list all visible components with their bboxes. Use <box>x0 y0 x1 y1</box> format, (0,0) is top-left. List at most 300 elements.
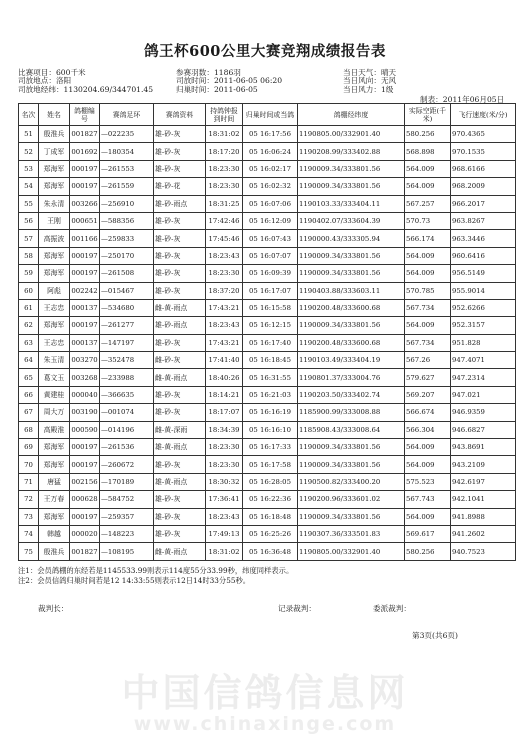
meta-item: 司放地经纬：1130204.69/344701.45 <box>18 84 154 94</box>
cell-speed: 941.8988 <box>451 508 516 525</box>
cell-coordinates: 1190208.99/333402.88 <box>298 143 405 160</box>
table-row <box>19 369 516 386</box>
cell-distance: 568.898 <box>405 143 451 160</box>
cell-rank: 67 <box>19 404 39 421</box>
cell-pigeon-info: 雄-砂-灰 <box>154 508 206 525</box>
meta-item: 司放地点：洛阳 <box>18 76 72 86</box>
cell-rank: 71 <box>19 473 39 490</box>
cell-clock-time: 18:17:07 <box>206 404 243 421</box>
cell-distance: 564.009 <box>405 265 451 282</box>
cell-ring: —352478 <box>100 352 154 369</box>
cell-rank: 64 <box>19 352 39 369</box>
header-name: 姓名 <box>39 104 70 126</box>
cell-pigeon-info: 雄-砂-灰 <box>154 334 206 351</box>
cell-arrival-time: 05 16:12:09 <box>243 212 298 229</box>
signature-chief-judge: 裁判长： <box>38 604 69 613</box>
cell-speed: 963.8267 <box>451 212 516 229</box>
cell-name: 郑海军 <box>39 456 70 473</box>
cell-ring: —261508 <box>100 265 154 282</box>
cell-rank: 55 <box>19 195 39 212</box>
cell-arrival-time: 05 16:17:58 <box>243 456 298 473</box>
cell-coordinates: 1190203.50/333402.74 <box>298 386 405 403</box>
cell-distance: 567.26 <box>405 352 451 369</box>
cell-rank: 65 <box>19 369 39 386</box>
cell-speed: 942.1041 <box>451 491 516 508</box>
cell-coordinates: 1190805.00/332901.40 <box>298 126 405 143</box>
cell-speed: 947.021 <box>451 386 516 403</box>
cell-coordinates: 1190402.07/333604.39 <box>298 212 405 229</box>
cell-loft-id: 003270 <box>70 352 100 369</box>
cell-pigeon-info: 雄-砂-灰 <box>154 230 206 247</box>
cell-clock-time: 18:40:26 <box>206 369 243 386</box>
cell-arrival-time: 05 16:09:39 <box>243 265 298 282</box>
cell-coordinates: 1190000.43/333305.94 <box>298 230 405 247</box>
cell-coordinates: 1190200.96/333601.02 <box>298 491 405 508</box>
cell-clock-time: 18:23:30 <box>206 160 243 177</box>
cell-ring: —259833 <box>100 230 154 247</box>
cell-ring: —261277 <box>100 317 154 334</box>
cell-pigeon-info: 雄-黄-雨点 <box>154 473 206 490</box>
cell-loft-id: 002242 <box>70 282 100 299</box>
cell-speed: 952.6266 <box>451 299 516 316</box>
cell-loft-id: 000651 <box>70 212 100 229</box>
cell-name: 高殿淮 <box>39 421 70 438</box>
cell-name: 王刚 <box>39 212 70 229</box>
cell-rank: 69 <box>19 439 39 456</box>
cell-arrival-time: 05 16:36:48 <box>243 543 298 560</box>
cell-pigeon-info: 雄-砂-灰 <box>154 491 206 508</box>
cell-speed: 943.2109 <box>451 456 516 473</box>
cell-clock-time: 18:23:43 <box>206 317 243 334</box>
table-row <box>19 439 516 456</box>
made-date: 制表：2011年06月05日 <box>420 95 505 104</box>
table-header-row <box>19 104 516 126</box>
cell-rank: 73 <box>19 508 39 525</box>
cell-ring: —147197 <box>100 334 154 351</box>
cell-name: 殷淮兵 <box>39 543 70 560</box>
cell-clock-time: 18:14:21 <box>206 386 243 403</box>
cell-clock-time: 17:49:13 <box>206 525 243 542</box>
cell-ring: —108195 <box>100 543 154 560</box>
table-row <box>19 299 516 316</box>
cell-loft-id: 000197 <box>70 508 100 525</box>
cell-name: 朱永清 <box>39 195 70 212</box>
cell-ring: —148223 <box>100 525 154 542</box>
cell-arrival-time: 05 16:28:05 <box>243 473 298 490</box>
header-loft-id: 鸽棚编号 <box>70 104 100 126</box>
cell-pigeon-info: 雌-黄-雨点 <box>154 299 206 316</box>
meta-item: 司放时间：2011-06-05 06:20 <box>176 76 283 86</box>
cell-arrival-time: 05 16:18:45 <box>243 352 298 369</box>
meta-item: 参赛羽数：1186羽 <box>176 68 241 77</box>
cell-pigeon-info: 雄-砂-雨点 <box>154 317 206 334</box>
cell-loft-id: 000628 <box>70 491 100 508</box>
cell-loft-id: 000137 <box>70 299 100 316</box>
cell-distance: 580.256 <box>405 543 451 560</box>
cell-speed: 946.9359 <box>451 404 516 421</box>
cell-arrival-time: 05 16:15:58 <box>243 299 298 316</box>
cell-speed: 942.6197 <box>451 473 516 490</box>
cell-ring: —584752 <box>100 491 154 508</box>
cell-clock-time: 18:37:20 <box>206 282 243 299</box>
cell-name: 朱玉清 <box>39 352 70 369</box>
cell-ring: —015467 <box>100 282 154 299</box>
watermark-site-url: www.chinaxinge.com <box>133 713 397 735</box>
cell-name: 郑海军 <box>39 247 70 264</box>
cell-ring: —001074 <box>100 404 154 421</box>
footnote: 注1：会员鸽棚的东经若是1145533.99则表示114度55分33.99秒，纬度同样表示。 <box>18 566 294 575</box>
cell-coordinates: 1190200.48/333600.68 <box>298 299 405 316</box>
cell-pigeon-info: 雌-黄-雨点 <box>154 543 206 560</box>
table-row <box>19 247 516 264</box>
header-arrival-time: 归巢时间或当鸽 <box>243 104 298 126</box>
cell-loft-id: 003190 <box>70 404 100 421</box>
cell-loft-id: 000197 <box>70 456 100 473</box>
cell-speed: 940.7523 <box>451 543 516 560</box>
cell-coordinates: 1190200.48/333600.68 <box>298 334 405 351</box>
cell-distance: 564.009 <box>405 247 451 264</box>
signature-delegate-judge: 委派裁判： <box>373 604 411 613</box>
cell-pigeon-info: 雄-砂-灰 <box>154 265 206 282</box>
cell-pigeon-info: 雄-砂-灰 <box>154 247 206 264</box>
meta-item: 当日风力：1级 <box>343 84 394 94</box>
cell-distance: 580.256 <box>405 126 451 143</box>
cell-loft-id: 000040 <box>70 386 100 403</box>
cell-loft-id: 002156 <box>70 473 100 490</box>
table-row <box>19 491 516 508</box>
cell-distance: 564.009 <box>405 439 451 456</box>
cell-name: 王万春 <box>39 491 70 508</box>
cell-clock-time: 17:45:46 <box>206 230 243 247</box>
report-title: 鸽王杯600公里大赛竞翔成绩报告表 <box>144 43 386 60</box>
watermark-site-name: 中国信鸽信息网 <box>121 671 409 715</box>
cell-name: 郑海军 <box>39 317 70 334</box>
cell-ring: —022235 <box>100 126 154 143</box>
cell-pigeon-info: 雄-砂-灰 <box>154 404 206 421</box>
cell-coordinates: 1190403.88/333603.11 <box>298 282 405 299</box>
cell-name: 殷淮兵 <box>39 126 70 143</box>
cell-name: 郑海军 <box>39 508 70 525</box>
cell-ring: —256910 <box>100 195 154 212</box>
cell-pigeon-info: 雄-砂-花 <box>154 178 206 195</box>
cell-pigeon-info: 雌-黄-深雨 <box>154 421 206 438</box>
cell-speed: 970.4365 <box>451 126 516 143</box>
cell-arrival-time: 05 16:21:03 <box>243 386 298 403</box>
table-row <box>19 421 516 438</box>
cell-name: 郑海军 <box>39 178 70 195</box>
cell-distance: 564.009 <box>405 317 451 334</box>
cell-ring: —014196 <box>100 421 154 438</box>
cell-distance: 564.009 <box>405 160 451 177</box>
cell-rank: 74 <box>19 525 39 542</box>
cell-speed: 968.6166 <box>451 160 516 177</box>
cell-ring: —261559 <box>100 178 154 195</box>
footnote: 注2：会员信鸽归巢时间若是12 14:33:55则表示12日14时33分55秒。 <box>18 575 251 585</box>
results-table <box>18 103 516 561</box>
cell-loft-id: 000197 <box>70 439 100 456</box>
cell-speed: 947.4071 <box>451 352 516 369</box>
cell-coordinates: 1190009.34/333801.56 <box>298 508 405 525</box>
header-ring: 赛鸽足环 <box>100 104 154 126</box>
cell-arrival-time: 05 16:17:56 <box>243 126 298 143</box>
cell-name: 郑海军 <box>39 265 70 282</box>
table-row <box>19 265 516 282</box>
results-body <box>19 126 516 561</box>
cell-arrival-time: 05 16:31:55 <box>243 369 298 386</box>
cell-clock-time: 18:23:43 <box>206 247 243 264</box>
cell-pigeon-info: 雄-砂-灰 <box>154 212 206 229</box>
cell-loft-id: 001692 <box>70 143 100 160</box>
table-row <box>19 212 516 229</box>
cell-rank: 66 <box>19 386 39 403</box>
table-row <box>19 508 516 525</box>
cell-name: 韩越 <box>39 525 70 542</box>
header-rank: 名次 <box>19 104 39 126</box>
cell-clock-time: 18:30:32 <box>206 473 243 490</box>
cell-ring: —233988 <box>100 369 154 386</box>
cell-name: 高振波 <box>39 230 70 247</box>
cell-loft-id: 000197 <box>70 265 100 282</box>
cell-speed: 970.1535 <box>451 143 516 160</box>
cell-clock-time: 18:17:20 <box>206 143 243 160</box>
cell-name: 丁成军 <box>39 143 70 160</box>
cell-speed: 963.3446 <box>451 230 516 247</box>
cell-speed: 968.2009 <box>451 178 516 195</box>
cell-distance: 564.009 <box>405 456 451 473</box>
table-row <box>19 178 516 195</box>
cell-speed: 955.9014 <box>451 282 516 299</box>
cell-clock-time: 17:41:40 <box>206 352 243 369</box>
cell-arrival-time: 05 16:02:17 <box>243 160 298 177</box>
cell-loft-id: 001166 <box>70 230 100 247</box>
cell-speed: 941.2602 <box>451 525 516 542</box>
table-row <box>19 543 516 560</box>
cell-loft-id: 003266 <box>70 195 100 212</box>
cell-arrival-time: 05 16:25:26 <box>243 525 298 542</box>
cell-distance: 567.743 <box>405 491 451 508</box>
cell-clock-time: 17:42:46 <box>206 212 243 229</box>
table-row <box>19 143 516 160</box>
cell-distance: 566.674 <box>405 404 451 421</box>
cell-loft-id: 000197 <box>70 317 100 334</box>
cell-coordinates: 1190009.34/333801.56 <box>298 160 405 177</box>
cell-speed: 952.3157 <box>451 317 516 334</box>
cell-pigeon-info: 雄-砂-灰 <box>154 126 206 143</box>
cell-arrival-time: 05 16:07:06 <box>243 195 298 212</box>
table-row <box>19 230 516 247</box>
cell-rank: 53 <box>19 160 39 177</box>
cell-distance: 579.627 <box>405 369 451 386</box>
cell-distance: 566.304 <box>405 421 451 438</box>
table-row <box>19 404 516 421</box>
cell-rank: 70 <box>19 456 39 473</box>
cell-ring: —250170 <box>100 247 154 264</box>
header-coordinates: 鸽棚经纬度 <box>298 104 405 126</box>
header-distance: 实际空距(千米) <box>405 104 451 126</box>
cell-clock-time: 18:23:30 <box>206 439 243 456</box>
table-row <box>19 195 516 212</box>
cell-name: 王志忠 <box>39 299 70 316</box>
signature-record-judge: 记录裁判： <box>278 604 316 613</box>
cell-ring: —261536 <box>100 439 154 456</box>
cell-arrival-time: 05 16:17:07 <box>243 282 298 299</box>
cell-rank: 72 <box>19 491 39 508</box>
cell-ring: —534680 <box>100 299 154 316</box>
cell-name: 郑海军 <box>39 439 70 456</box>
meta-item: 归巢时间：2011-06-05 <box>176 84 258 94</box>
cell-pigeon-info: 雄-砂-灰 <box>154 282 206 299</box>
cell-pigeon-info: 雌-黄-雨点 <box>154 369 206 386</box>
cell-clock-time: 18:23:43 <box>206 508 243 525</box>
cell-ring: —366635 <box>100 386 154 403</box>
cell-rank: 51 <box>19 126 39 143</box>
cell-name: 王志忠 <box>39 334 70 351</box>
cell-rank: 58 <box>19 247 39 264</box>
cell-clock-time: 18:23:30 <box>206 456 243 473</box>
cell-coordinates: 1190009.34/333801.56 <box>298 265 405 282</box>
cell-loft-id: 000197 <box>70 160 100 177</box>
cell-speed: 951.828 <box>451 334 516 351</box>
cell-arrival-time: 05 16:12:15 <box>243 317 298 334</box>
cell-loft-id: 000137 <box>70 334 100 351</box>
cell-rank: 52 <box>19 143 39 160</box>
cell-clock-time: 17:43:21 <box>206 334 243 351</box>
cell-clock-time: 18:23:30 <box>206 265 243 282</box>
cell-rank: 56 <box>19 212 39 229</box>
cell-coordinates: 1190500.82/333400.20 <box>298 473 405 490</box>
cell-arrival-time: 05 16:22:36 <box>243 491 298 508</box>
cell-coordinates: 1190103.33/333404.11 <box>298 195 405 212</box>
cell-distance: 564.009 <box>405 508 451 525</box>
cell-speed: 960.6416 <box>451 247 516 264</box>
cell-clock-time: 17:36:41 <box>206 491 243 508</box>
cell-coordinates: 1185908.43/333008.64 <box>298 421 405 438</box>
meta-item: 当日风向：无风 <box>343 76 397 86</box>
cell-speed: 943.8691 <box>451 439 516 456</box>
header-clock-time: 持鸽钟报到时间 <box>206 104 243 126</box>
cell-loft-id: 000020 <box>70 525 100 542</box>
cell-coordinates: 1190009.34/333801.56 <box>298 317 405 334</box>
cell-pigeon-info: 雄-砂-灰 <box>154 386 206 403</box>
meta-race-info <box>18 69 153 94</box>
meta-item: 当日天气：晴天 <box>343 68 397 77</box>
cell-coordinates: 1190009.34/333801.56 <box>298 247 405 264</box>
cell-ring: —180354 <box>100 143 154 160</box>
cell-clock-time: 18:31:02 <box>206 126 243 143</box>
cell-speed: 966.2017 <box>451 195 516 212</box>
cell-rank: 60 <box>19 282 39 299</box>
page-number: 第3页(共6页) <box>412 631 458 640</box>
cell-coordinates: 1190801.37/333004.76 <box>298 369 405 386</box>
cell-clock-time: 18:31:02 <box>206 543 243 560</box>
cell-ring: —259357 <box>100 508 154 525</box>
cell-coordinates: 1185900.99/333008.88 <box>298 404 405 421</box>
cell-rank: 62 <box>19 317 39 334</box>
cell-arrival-time: 05 16:07:07 <box>243 247 298 264</box>
cell-clock-time: 18:23:30 <box>206 178 243 195</box>
cell-distance: 567.734 <box>405 299 451 316</box>
cell-pigeon-info: 雄-黄-雨点 <box>154 439 206 456</box>
cell-ring: —260672 <box>100 456 154 473</box>
cell-arrival-time: 05 16:17:40 <box>243 334 298 351</box>
cell-loft-id: 000197 <box>70 178 100 195</box>
meta-weather-info <box>343 69 396 94</box>
table-row <box>19 160 516 177</box>
cell-name: 黄建桂 <box>39 386 70 403</box>
cell-coordinates: 1190307.36/333501.83 <box>298 525 405 542</box>
cell-ring: —170189 <box>100 473 154 490</box>
cell-distance: 569.617 <box>405 525 451 542</box>
cell-loft-id: 001827 <box>70 126 100 143</box>
cell-pigeon-info: 雌-砂-灰 <box>154 352 206 369</box>
table-row <box>19 334 516 351</box>
cell-rank: 63 <box>19 334 39 351</box>
cell-name: 唐猛 <box>39 473 70 490</box>
cell-arrival-time: 05 16:17:33 <box>243 439 298 456</box>
cell-rank: 75 <box>19 543 39 560</box>
cell-rank: 59 <box>19 265 39 282</box>
cell-speed: 946.6827 <box>451 421 516 438</box>
table-row <box>19 473 516 490</box>
table-row <box>19 525 516 542</box>
cell-coordinates: 1190805.00/332901.40 <box>298 543 405 560</box>
cell-distance: 567.734 <box>405 334 451 351</box>
cell-loft-id: 000197 <box>70 247 100 264</box>
cell-loft-id: 001827 <box>70 543 100 560</box>
cell-speed: 947.2314 <box>451 369 516 386</box>
cell-ring: —261553 <box>100 160 154 177</box>
cell-distance: 570.73 <box>405 212 451 229</box>
cell-name: 葛文玉 <box>39 369 70 386</box>
cell-distance: 566.174 <box>405 230 451 247</box>
cell-ring: —588356 <box>100 212 154 229</box>
cell-distance: 570.785 <box>405 282 451 299</box>
table-row <box>19 126 516 143</box>
cell-arrival-time: 05 16:07:43 <box>243 230 298 247</box>
cell-distance: 567.257 <box>405 195 451 212</box>
cell-distance: 564.009 <box>405 178 451 195</box>
cell-pigeon-info: 雄-砂-雨点 <box>154 195 206 212</box>
cell-arrival-time: 05 16:18:48 <box>243 508 298 525</box>
cell-arrival-time: 05 16:16:19 <box>243 404 298 421</box>
table-row <box>19 352 516 369</box>
header-speed: 飞行速度(米/分) <box>451 104 516 126</box>
cell-arrival-time: 05 16:16:10 <box>243 421 298 438</box>
cell-name: 郑海军 <box>39 160 70 177</box>
cell-pigeon-info: 雄-砂-灰 <box>154 160 206 177</box>
meta-item: 比赛项目：600千米 <box>18 68 86 77</box>
cell-distance: 569.207 <box>405 386 451 403</box>
cell-distance: 575.523 <box>405 473 451 490</box>
table-row <box>19 317 516 334</box>
cell-name: 周大万 <box>39 404 70 421</box>
cell-loft-id: 000590 <box>70 421 100 438</box>
meta-time-info <box>176 69 282 94</box>
cell-name: 阿彪 <box>39 282 70 299</box>
cell-rank: 68 <box>19 421 39 438</box>
cell-rank: 54 <box>19 178 39 195</box>
footnotes <box>18 566 293 585</box>
table-row <box>19 282 516 299</box>
cell-rank: 57 <box>19 230 39 247</box>
header-pigeon-info: 赛鸽资料 <box>154 104 206 126</box>
table-row <box>19 456 516 473</box>
cell-clock-time: 18:31:25 <box>206 195 243 212</box>
cell-pigeon-info: 雄-砂-灰 <box>154 525 206 542</box>
cell-pigeon-info: 雄-砂-灰 <box>154 143 206 160</box>
cell-coordinates: 1190103.49/333404.19 <box>298 352 405 369</box>
cell-rank: 61 <box>19 299 39 316</box>
